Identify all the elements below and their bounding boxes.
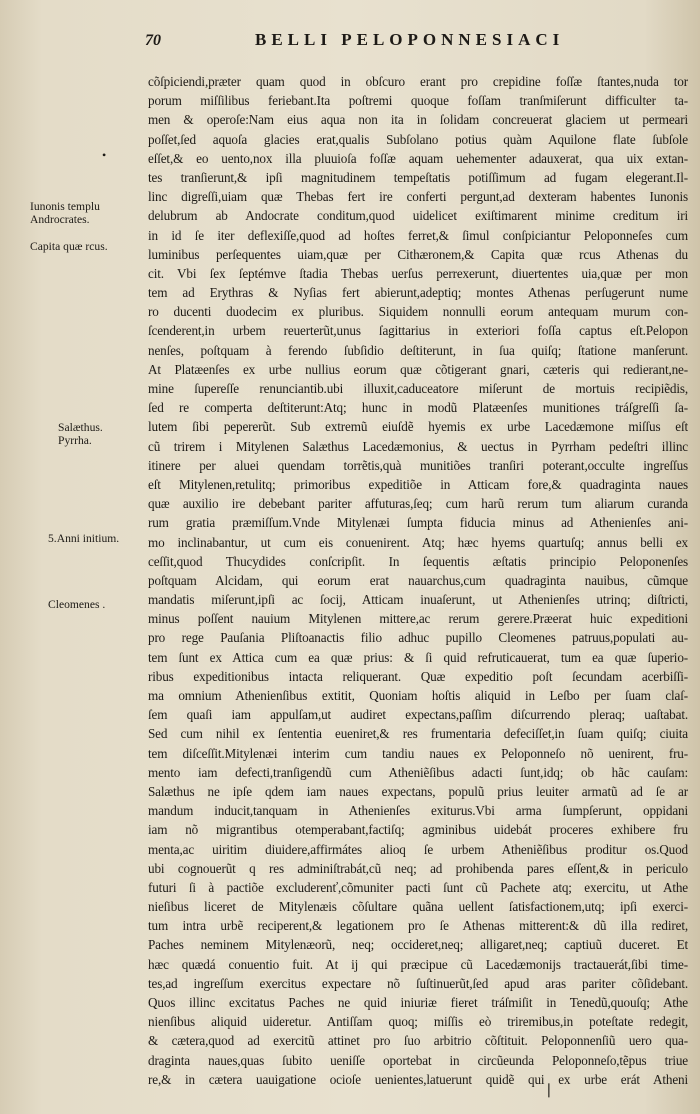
folio-number: 70	[145, 32, 161, 49]
text-line: ubi cognouerũt q res adminiſtrabát,cũ neq; ad prohibenda pares eſſent,& in periculo	[148, 860, 688, 876]
text-line: ro ducenti duodecim ex pluribus. Siquidem nonnulli eorum antequam murum con-	[148, 304, 688, 320]
text-line: pro rege Pauſania Pliſtoanactis filio adhuc pupillo Cleomenes patruus,populati au-	[148, 630, 688, 646]
margin-note-line: Pyrrha.	[58, 434, 92, 447]
running-title: BELLI PELOPONNESIACI	[255, 30, 565, 49]
text-line: tem diſceſſit.Mitylenæi interim cum tandiu naues ex Peloponneſo nõ uenirent, fru-	[148, 745, 688, 761]
text-line: menta,ac uiritim diuidere,affirmátes alioq ſe urbem Atheniẽſibus proditur os.Quod	[148, 841, 688, 857]
text-line: mo inclinabantur, ut cum eis conuenirent. Atq; hæc hyems quartuſq; annus belli ex	[148, 534, 688, 550]
text-line: eſſet,& eo uento,nox illa pluuioſa foſſæ aquam uehementer adauxerat, qua uix extan-	[148, 150, 688, 166]
text-line: Quos illinc excitatus Paches ne quid iniuriæ fieret tráſmiſit in Tenedũ,quouſq; Athe	[148, 995, 688, 1010]
text-line: mandum inducit,tanquam in Athenienſes exiturus.Vbi arma ſumpſerunt, oppidani	[148, 803, 688, 819]
text-line: tem ad Erythras & Nyſias fert abierunt,adeptiq; montes Athenas perſugerunt nume	[148, 285, 688, 301]
page-header	[145, 30, 685, 54]
text-line: iam nõ migrantibus otemperabant,factiſq; agminibus uidebát proceres exhibere fru	[148, 822, 688, 838]
margin-note-line: Iunonis templu	[30, 200, 100, 213]
text-line: mento iam defecti,tranſigendũ cum Atheniẽſibus adacti ſunt,idq; ob hãc cauſam:	[148, 764, 688, 780]
margin-note-iunonis	[30, 200, 100, 226]
text-line: itinere per aluei quendam torrẽtis,quà munitiões tranſiri poterant,occulte ingreſſus	[148, 457, 688, 473]
margin-note-line: Salæthus.	[58, 421, 103, 434]
text-line: eſt Mitylenen,retulitq; primoribus expeditiõe in Atticam fore,& quadraginta naues	[148, 476, 688, 492]
text-line: minus poſſent nauium Mitylenen mittere,ac rerum gerere.Præerat huic expeditioni	[148, 611, 688, 627]
text-line: lutem ſibi pepererũt. Sub extremũ eiuſdẽ hyemis ex urbe Lacedæmone miſſus eſt	[148, 419, 688, 435]
text-line: tes tranſierunt,& ipſi magnitudinem tempeſtatis potiſſimum ad fugam elegerant.Il-	[148, 169, 688, 185]
text-line: mandatis miſerunt,ipſi ac ſocij, Atticam inuaſerunt, ut Athenienſes utrinq; diſtricti,	[148, 592, 688, 608]
text-line: in id ſe iter deflexiſſe,quod ad hoſtes ferret,& ſimul conſpiciantur Peloponneſes cum	[148, 227, 688, 243]
text-line: tum intra urbẽ reciperent,& legationem pro ſe Athenas mitterent:& dũ illa rediret,	[148, 918, 688, 934]
text-line: ma omnium Athenienſibus extitit, Quoniam hoſtis aliquid in Leſbo per ſuam claſ-	[148, 688, 688, 703]
margin-note-line: 5.Anni initium.	[48, 532, 120, 545]
text-line: Sed cum nihil ex ſententia eueniret,& res frumentaria defeciſſet,in ſuam quiſq; ciuita	[148, 726, 688, 742]
text-line: cũ trirem i Mitylenen Salæthus Lacedæmonius, & uectus in Pyrrham pedeſtri illinc	[148, 438, 688, 454]
text-line: futuri ſi à pactiõe excluderenť,cõmuniter pacti ſunt cũ Pachete atq; exercitu, ut Athe	[148, 879, 688, 895]
text-line: cõſpiciendi,præter quam quod in obſcuro erant pro crepidine foſſæ ſtantes,nuda tor	[148, 74, 688, 89]
text-line: poſſet,ſed aquoſa glacies erat,qualis Subſolano potius quàm Aquilone flate ſubſole	[148, 131, 688, 147]
margin-note-cleomenes	[48, 598, 105, 611]
text-line: draginta naues,quas ſubito ueniſſe oportebat in circũeunda Peloponneſo,tẽpus triue	[148, 1052, 688, 1068]
margin-note-salaethus	[58, 421, 103, 447]
text-line: quæ auxilio ire debebant pariter affuturas,ſeq; cum harũ rerum tum aliarum curanda	[148, 496, 688, 512]
text-line: nieſibus liceret de Mitylenæis cõſultare quãna uellent ſatisfactionem,utq; ipſi exerci-	[148, 899, 688, 915]
margin-note-line: Cleomenes .	[48, 598, 106, 611]
main-text-block	[148, 72, 688, 1089]
text-line: At Platæenſes ex urbe nullius eorum quæ cõtigerant gnari, cæteris qui redierant,ne-	[148, 361, 688, 377]
text-line: ſem quaſi iam appulſam,ut audiret expectans,paſſim diſcurrendo pleraq; uaſtabat.	[148, 707, 688, 723]
text-line: ſcenderent,in urbem reuerterũt,unus ſagittarius in exteriori foſſa captus eſt.Pelopon	[148, 323, 688, 339]
text-line: & cætera,quod ad exercitũ attinet pro ſuo arbitrio cõſtituit. Peloponnenſiũ uero qua-	[148, 1033, 688, 1049]
text-line: tem ſunt ex Attica cum ea quæ prius: & ſi quid refruticauerat, tum ea quæ ſuperio-	[148, 649, 688, 665]
margin-note-anni-initium	[48, 532, 119, 545]
text-line: mine ſupereſſe renunciantib.ubi illuxit,caduceatore miſerunt de mortuis recipiẽdis,	[148, 381, 688, 396]
text-line: delubrum ab Andocrate conditum,quod uidelicet exiſtimarent minime creditum iri	[148, 208, 688, 224]
margin-note-line: Capita quæ rcus.	[30, 240, 108, 253]
text-line: Paches neminem Mitylenæorũ, neq; occideret,neq; alligaret,neq; captiuũ duceret. Et	[148, 937, 688, 953]
text-line: nienſibus aliquid uideretur. Antiſſam quoq; miſſis eò triremibus,in poteſtate redegit,	[148, 1014, 688, 1030]
margin-note-line: Androcrates.	[30, 213, 90, 226]
text-line: hæc quædá conuentio fuit. At ij qui præcipue cũ Lacedæmonijs tractauerát,ſibi time-	[148, 956, 688, 972]
text-line: men & operoſe:Nam eius aqua non ita in ſolidam concreuerat glaciem ut permeari	[148, 112, 688, 128]
text-line: ceſſit,quod Thucydides conſcripſit. In ſequentis æſtatis principio Peloponenſes	[148, 553, 688, 569]
text-line: ribus expeditionibus intacta reliquerant. Quæ expeditio poſt ſecundam acerbiſſi-	[148, 668, 688, 684]
text-line: ſed re comperta deſtiterunt:Atq; hunc in modũ Platæenſes munitiones tráſgreſſi ſa-	[148, 400, 688, 416]
text-line: cit. Vbi ſex ſeptémve ſtadia Thebas uerſus perrexerunt, diuertentes uia,quæ per mon	[148, 265, 688, 281]
text-line: Salæthus ne ipſe qdem iam naues expectans, populũ prius leuiter armatũ ad ſe ar	[148, 783, 688, 799]
text-line: tes,ad ingreſſum exercitus expectare nõ ſuſtinuerũt,ſed apud aras pariter cõſidebant.	[148, 975, 688, 991]
text-line: luminibus perſequentes uiam,quæ per Cithæronem,& Capita quæ rcus Athenas du	[148, 246, 688, 262]
text-line: rum gratia præmiſſum.Vnde Mitylenæi ſumpta fiducia minus ad Athenienſes ani-	[148, 515, 688, 531]
text-line: linc digreſſi,uiam quæ Thebas fert ire conferti pergunt,ad dexteram habentes Iunonis	[148, 189, 688, 205]
text-line: porum miſſilibus feriebant.Ita poſtremi quoque foſſam tranſmiſerunt difficulter ta-	[148, 93, 688, 109]
margin-note-capita	[30, 240, 108, 253]
text-line: nenſes, poſtquam à ferendo ſubſidio deſtiterunt, in ſua quiſq; ſtatione manſerunt.	[148, 342, 688, 358]
footer-mark: ❘	[543, 1083, 555, 1098]
text-line: re,& in cætera uauigatione ocioſe uenientes,latuerunt quidẽ qui ex urbe erát Atheni	[148, 1071, 688, 1087]
text-line: poſtquam Alcidam, qui eorum erat nauarchus,cum quadraginta nauibus, cũmque	[148, 572, 688, 588]
margin-dot-mark: •	[102, 148, 107, 162]
